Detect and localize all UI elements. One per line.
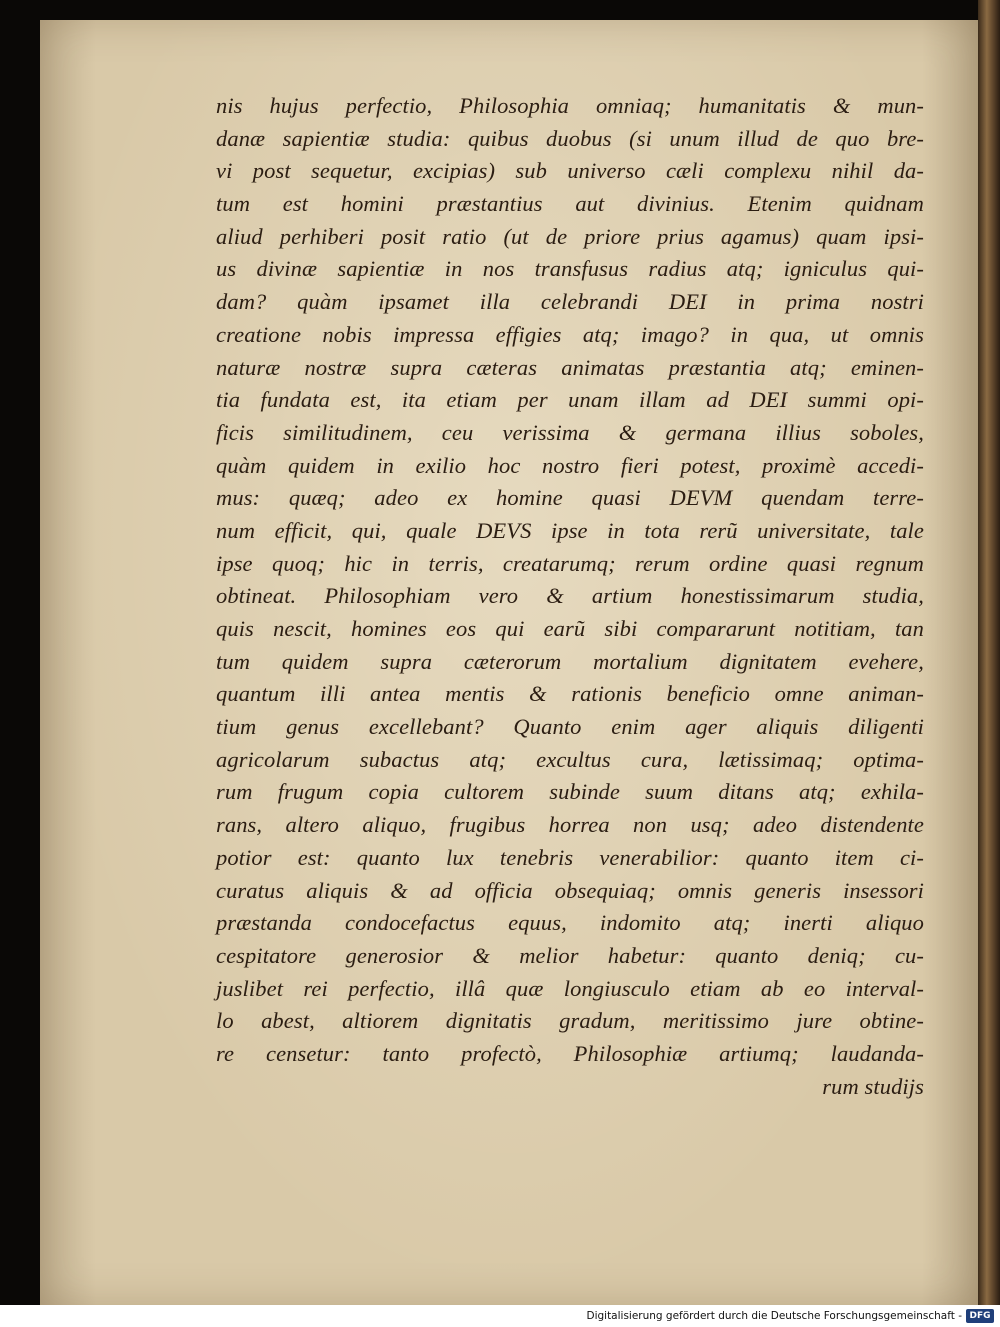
- text-line: tia fundata est, ita etiam per unam illam ad DEI summi opi-: [216, 387, 924, 413]
- text-line: præstanda condocefactus equus, indomito atq; inerti aliquo: [216, 910, 924, 936]
- text-line: naturæ nostræ supra cæteras animatas præstantia atq; eminen-: [216, 354, 924, 380]
- page-text-block: [216, 90, 924, 1103]
- footer-credit: Digitalisierung gefördert durch die Deutsche Forschungsgemeinschaft -: [586, 1310, 962, 1322]
- text-line: obtineat. Philosophiam vero & artium honestissimarum studia,: [216, 583, 924, 609]
- text-line: quantum illi antea mentis & rationis beneficio omne animan-: [216, 681, 924, 707]
- text-line: dam? quàm ipsamet illa celebrandi DEI in prima nostri: [216, 289, 924, 315]
- text-line: re censetur: tanto profectò, Philosophiæ artiumq; laudanda-: [216, 1040, 924, 1066]
- text-line: danæ sapientiæ studia: quibus duobus (si unum illud de quo bre-: [216, 125, 924, 151]
- text-line: ficis similitudinem, ceu verissima & germana illius soboles,: [216, 419, 924, 445]
- text-line: cespitatore generosior & melior habetur: quanto deniq; cu-: [216, 942, 924, 968]
- book-page: [40, 20, 978, 1305]
- text-line: tum est homini præstantius aut divinius. Etenim quidnam: [216, 191, 924, 217]
- catchword: rum studijs: [822, 1073, 924, 1099]
- book-edge: [978, 0, 1000, 1305]
- text-line: curatus aliquis & ad officia obsequiaq; omnis generis insessori: [216, 877, 924, 903]
- text-line: potior est: quanto lux tenebris venerabilior: quanto item ci-: [216, 844, 924, 870]
- text-line: ipse quoq; hic in terris, creatarumq; rerum ordine quasi regnum: [216, 550, 924, 576]
- text-line: us divinæ sapientiæ in nos transfusus radius atq; igniculus qui-: [216, 256, 924, 282]
- text-line: mus: quæq; adeo ex homine quasi DEVM quendam terre-: [216, 485, 924, 511]
- text-line: juslibet rei perfectio, illâ quæ longiusculo etiam ab eo interval-: [216, 975, 924, 1001]
- text-line: lo abest, altiorem dignitatis gradum, meritissimo jure obtine-: [216, 1008, 924, 1034]
- text-line: quàm quidem in exilio hoc nostro fieri potest, proximè accedi-: [216, 452, 924, 478]
- text-line: agricolarum subactus atq; excultus cura, lætissimaq; optima-: [216, 746, 924, 772]
- text-line: vi post sequetur, excipias) sub universo cæli complexu nihil da-: [216, 158, 924, 184]
- text-line: nis hujus perfectio, Philosophia omniaq; humanitatis & mun-: [216, 93, 924, 118]
- text-line: aliud perhiberi posit ratio (ut de priore prius agamus) quam ipsi-: [216, 223, 924, 249]
- text-line: num efficit, qui, quale DEVS ipse in tota rerũ universitate, tale: [216, 517, 924, 543]
- dfg-logo-icon: DFG: [966, 1309, 994, 1323]
- text-line: quis nescit, homines eos qui earũ sibi compararunt notitiam, tan: [216, 616, 924, 641]
- footer-bar: [0, 1305, 1000, 1327]
- text-line: tum quidem supra cæterorum mortalium dignitatem evehere,: [216, 648, 924, 674]
- text-line: tium genus excellebant? Quanto enim ager aliquis diligenti: [216, 714, 924, 740]
- text-line: rum frugum copia cultorem subinde suum ditans atq; exhila-: [216, 779, 924, 805]
- text-line: rans, altero aliquo, frugibus horrea non usq; adeo distendente: [216, 812, 924, 838]
- text-line: creatione nobis impressa effigies atq; imago? in qua, ut omnis: [216, 321, 924, 347]
